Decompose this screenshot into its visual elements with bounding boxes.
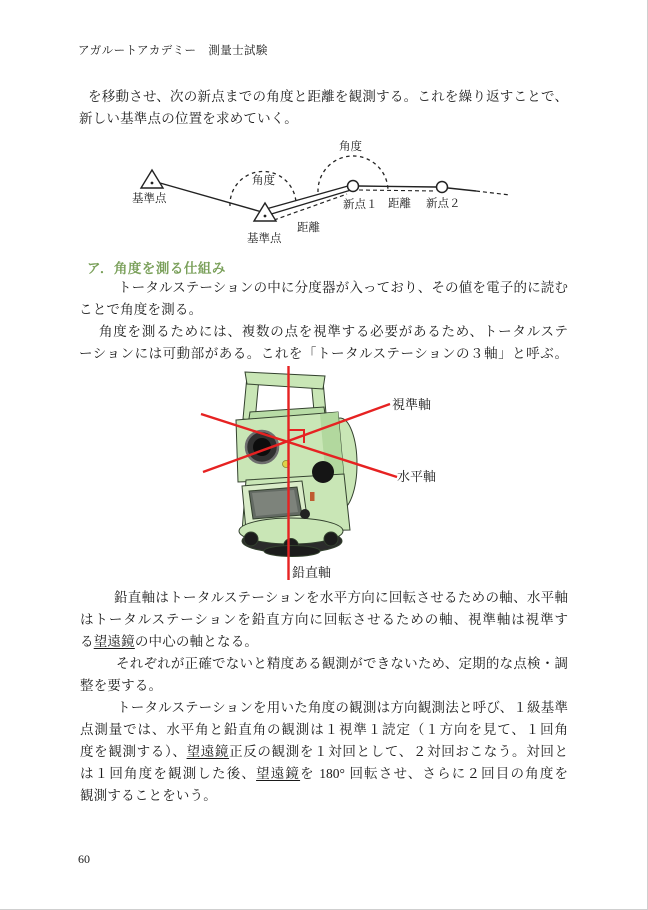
- total-station-axes-figure: [193, 358, 447, 588]
- body-line: ことで角度を測る。: [79, 302, 203, 317]
- leg-line: [358, 186, 436, 187]
- line-segment: を 180° 回転させ、さらに２回目の角度を: [300, 766, 568, 781]
- body-line: 角度を測るためには、複数の点を視準する必要があるため、トータルステ: [99, 324, 568, 339]
- distance-label: 距離: [388, 198, 411, 210]
- new-point-label: 新点１: [343, 199, 378, 211]
- vertical-axis-label: 鉛直軸: [292, 565, 332, 580]
- reference-point-label: 基準点: [132, 193, 167, 205]
- triangle-center-dot: [264, 215, 267, 218]
- distance-label: 距離: [297, 222, 320, 234]
- body-line: トータルステーションを用いた角度の観測は方向観測法と呼び、１級基準: [117, 700, 568, 715]
- body-line: はトータルステーションを鉛直方向に回転させるための軸、視準軸は視準す: [80, 612, 568, 627]
- line-segment: 正反の観測を１対回として、２対回おこなう。対回と: [229, 744, 569, 759]
- body-line: [80, 634, 258, 649]
- display-screen-glare: [252, 490, 298, 516]
- body-line: ーションには可動部がある。これを「トータルステーションの３軸」と呼ぶ。: [79, 346, 568, 361]
- reference-point-triangle-icon: [254, 203, 276, 221]
- body-line: 整を要する。: [80, 678, 163, 693]
- body-line: 点測量では、水平角と鉛直角の観測は１視準１読定（１方向を見て、１回角: [80, 722, 568, 737]
- document-header: アガルートアカデミー 測量士試験: [78, 45, 268, 57]
- underlined-term: 望遠鏡: [93, 634, 135, 649]
- keypad-knob: [300, 509, 310, 519]
- sight-axis-label: 視準軸: [392, 397, 432, 412]
- new-point-circle-icon: [348, 181, 359, 192]
- focus-knob: [312, 461, 334, 483]
- body-line: [80, 766, 568, 781]
- leg-line: [448, 188, 476, 191]
- angle-label: 角度: [252, 175, 275, 187]
- triangle-center-dot: [151, 182, 154, 185]
- line-segment: る: [80, 634, 94, 649]
- leg-line: [160, 183, 262, 212]
- body-line: 鉛直軸はトータルステーションを水平方向に回転させるための軸、水平軸: [114, 590, 568, 605]
- line-segment: 度を観測する）、: [80, 744, 187, 759]
- reference-point-triangle-icon: [141, 170, 163, 188]
- body-line: トータルステーションの中に分度器が入っており、その値を電子的に読む: [118, 280, 568, 295]
- body-line: 観測することをいう。: [80, 788, 217, 803]
- reference-point-label: 基準点: [247, 233, 282, 245]
- leg-dashed-continuation: [476, 191, 510, 195]
- leg-line: [268, 190, 351, 215]
- horizontal-axis-label: 水平軸: [397, 469, 437, 484]
- line-segment: は１回角度を観測した後、: [80, 766, 257, 781]
- leveling-screw: [324, 532, 338, 546]
- body-line: [80, 744, 568, 759]
- underlined-term: 望遠鏡: [256, 766, 301, 781]
- underlined-term: 望遠鏡: [186, 744, 230, 759]
- body-line: を移動させ、次の新点までの角度と距離を観測する。これを繰り返すことで、: [88, 89, 568, 104]
- page-number: 60: [78, 852, 90, 866]
- new-point-label: 新点２: [426, 198, 461, 210]
- side-marker: [310, 492, 315, 501]
- body-line: それぞれが正確でないと精度ある観測ができないため、定期的な点検・調: [116, 656, 568, 671]
- distance-dashed-line: [274, 194, 347, 220]
- line-segment: の中心の軸となる。: [134, 634, 259, 649]
- traverse-diagram: [95, 133, 573, 251]
- distance-dashed-line: [359, 190, 436, 191]
- new-point-circle-icon: [437, 182, 448, 193]
- body-line: 新しい基準点の位置を求めていく。: [79, 111, 298, 126]
- leveling-screw: [244, 532, 258, 546]
- angle-label: 角度: [339, 141, 362, 153]
- section-heading: ア．角度を測る仕組み: [87, 261, 226, 276]
- base-ring: [264, 546, 320, 557]
